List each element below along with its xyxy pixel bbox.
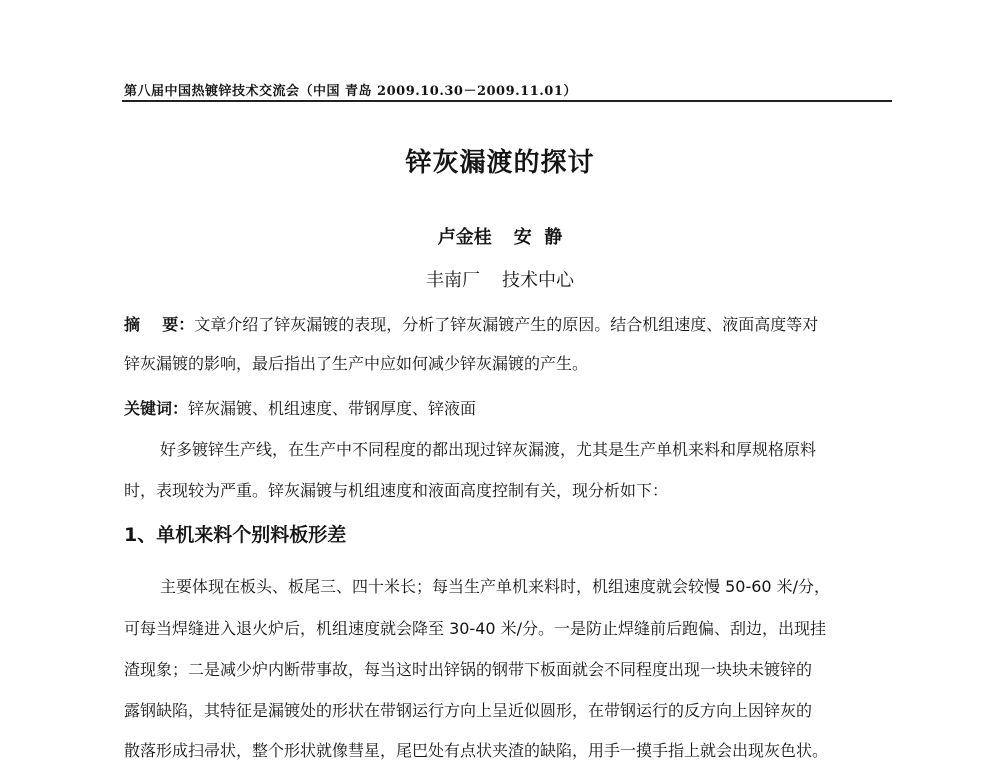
conference-header: 第八届中国热镀锌技术交流会（中国 青岛 2009.10.30－2009.11.01） [124, 84, 577, 99]
abstract-line-1 [124, 312, 894, 335]
section-1-line-1: 主要体现在板头、板尾三、四十米长；每当生产单机来料时，机组速度就会较慢 50-60 米/分， [160, 577, 831, 596]
section-1-heading: 1、单机来料个别料板形差 [124, 524, 347, 546]
authors [0, 223, 1000, 249]
author-2: 安 静 [513, 227, 563, 248]
header-rule [122, 100, 892, 102]
intro-line-1: 好多镀锌生产线，在生产中不同程度的都出现过锌灰漏渡，尤其是生产单机来料和厚规格原料 [160, 440, 817, 459]
abstract-label: 摘 要： [124, 315, 195, 334]
affiliation-org: 丰南厂 [426, 270, 480, 291]
keywords-text: 锌灰漏镀、机组速度、带钢厚度、锌液面 [188, 399, 477, 418]
section-1-line-3: 渣现象；二是减少炉内断带事故，每当这时出锌锅的钢带下板面就会不同程度出现一块块未镀锌的 [124, 660, 813, 679]
author-1: 卢金桂 [437, 227, 492, 248]
keywords-line [124, 396, 894, 419]
intro-line-2: 时，表现较为严重。锌灰漏镀与机组速度和液面高度控制有关，现分析如下： [124, 481, 669, 500]
abstract-line-2: 锌灰漏镀的影响，最后指出了生产中应如何减少锌灰漏镀的产生。 [124, 354, 589, 373]
abstract-text-1: 文章介绍了锌灰漏镀的表现，分析了锌灰漏镀产生的原因。结合机组速度、液面高度等对 [194, 315, 819, 334]
keywords-label: 关键词： [124, 399, 189, 418]
affiliation-dept: 技术中心 [502, 270, 574, 291]
section-1-line-5: 散落形成扫帚状，整个形状就像彗星，尾巴处有点状夹渣的缺陷，用手一摸手指上就会出现灰色状。 [124, 741, 829, 760]
section-1-line-4: 露钢缺陷，其特征是漏镀处的形状在带钢运行方向上呈近似圆形，在带钢运行的反方向上因锌灰的 [124, 701, 813, 720]
paper-title: 锌灰漏渡的探讨 [405, 148, 595, 178]
section-1-line-2: 可每当焊缝进入退火炉后，机组速度就会降至 30-40 米/分。一是防止焊缝前后跑偏、刮边，出现挂 [124, 619, 827, 638]
affiliation [0, 266, 1000, 292]
